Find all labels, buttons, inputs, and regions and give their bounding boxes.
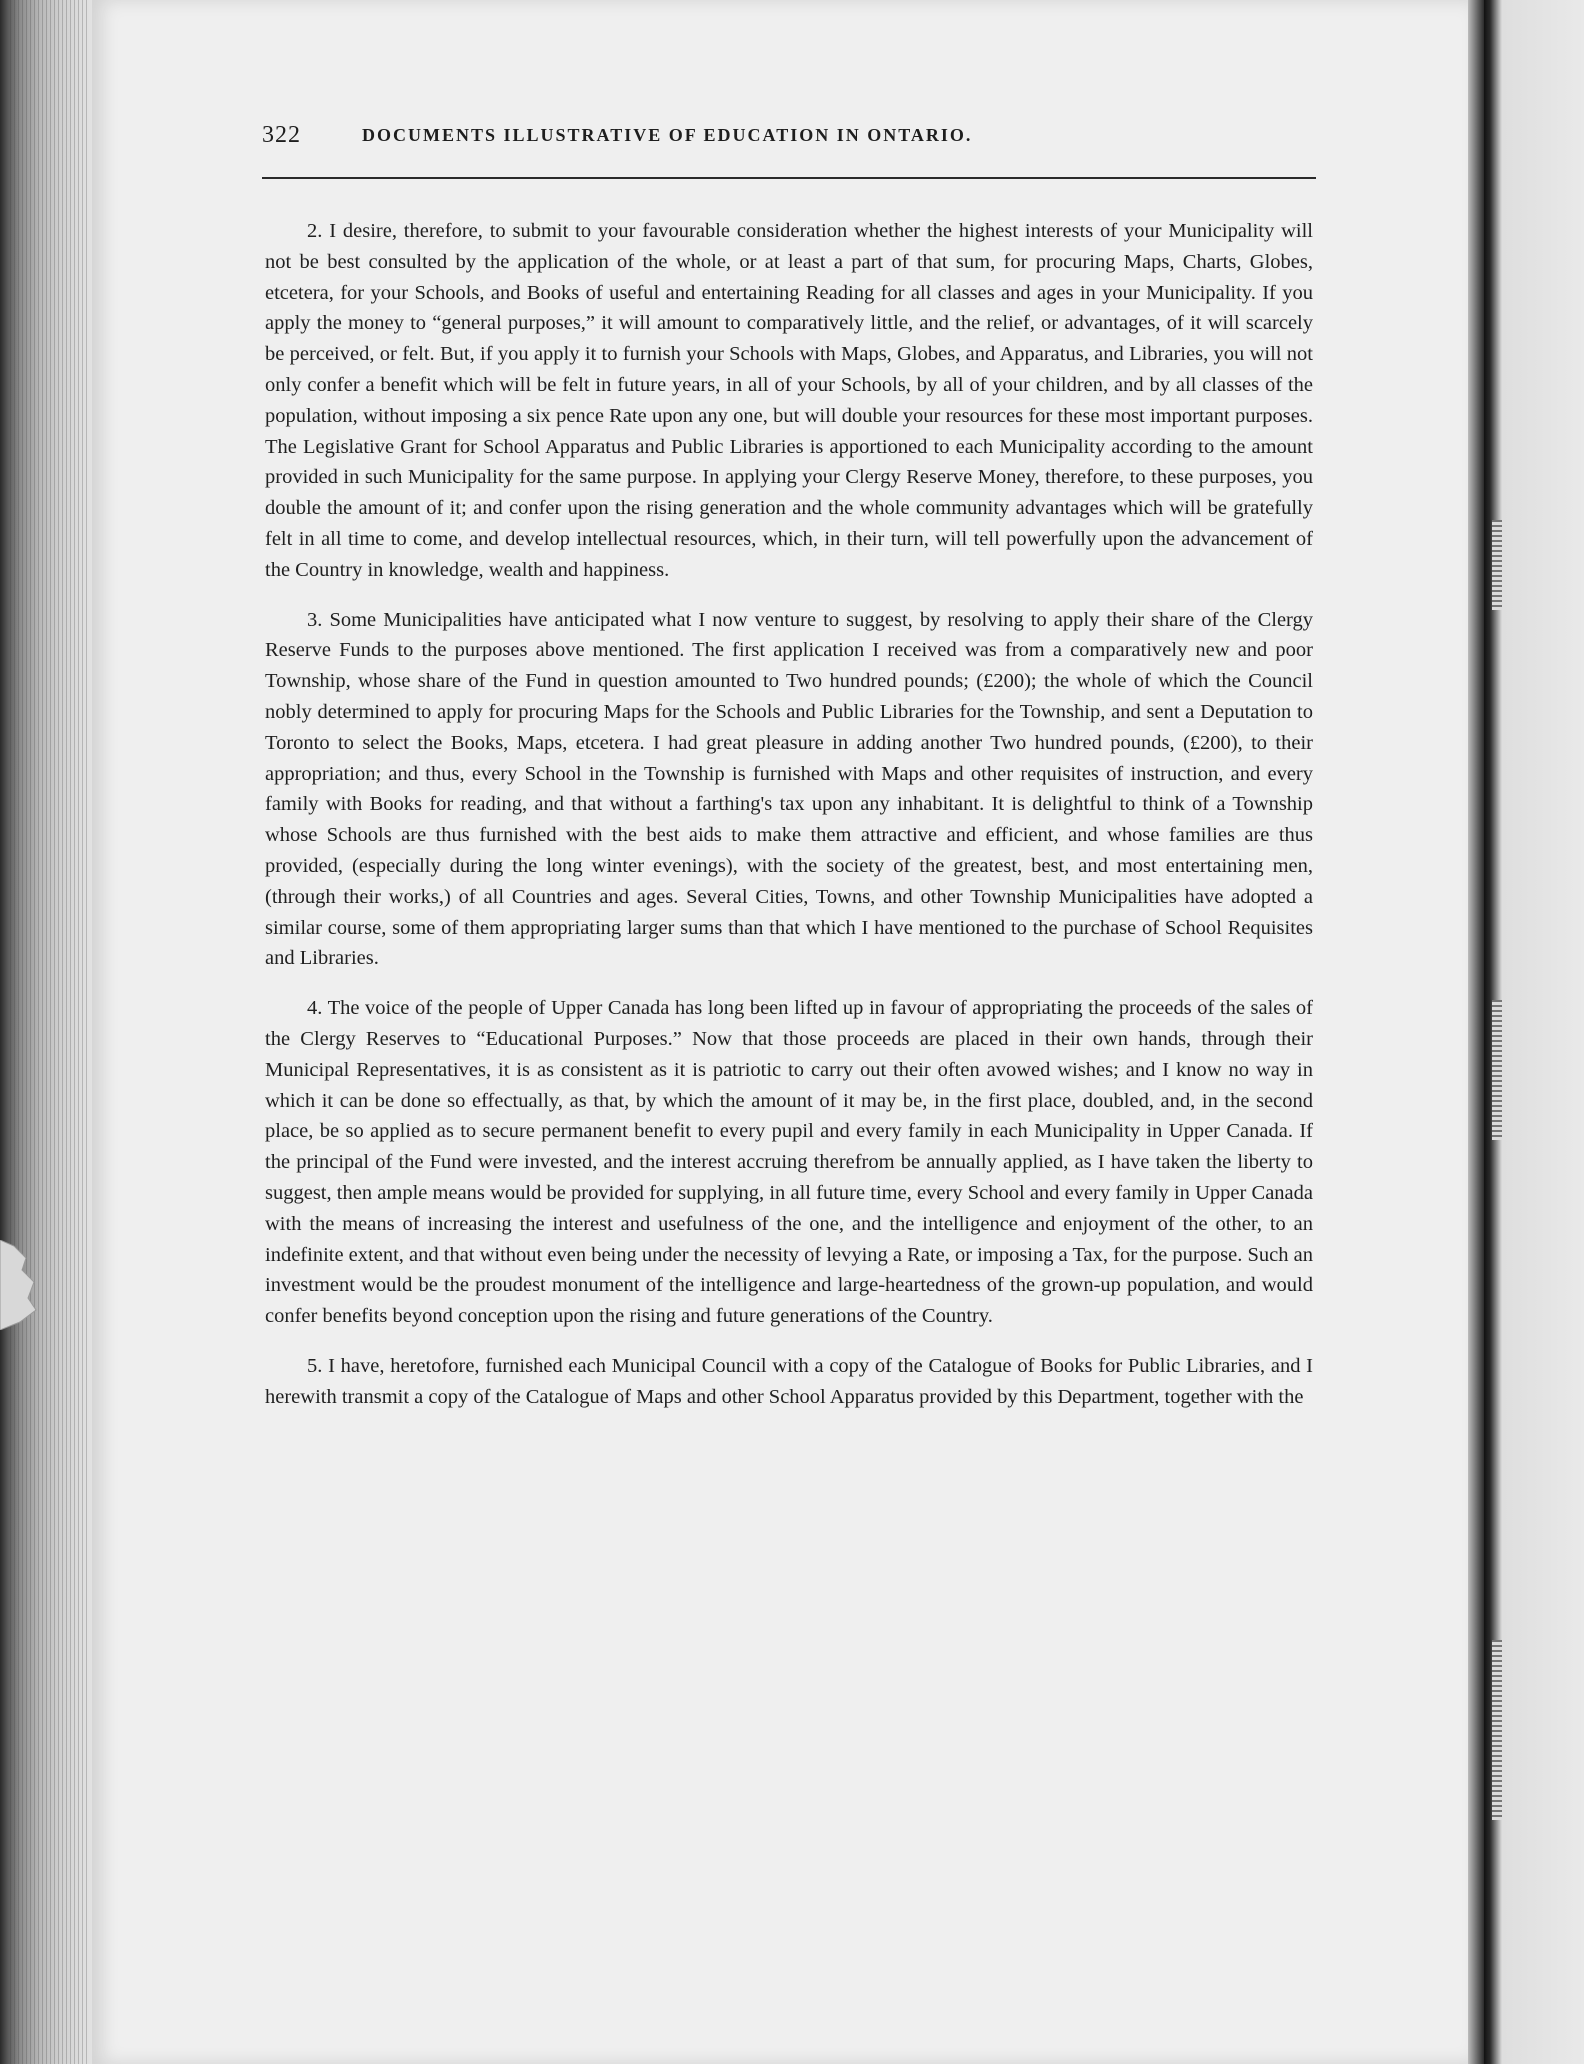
- book-gutter-shadow: [1468, 0, 1484, 2064]
- binding-thread: [1492, 1000, 1502, 1140]
- torn-edge-mark: [0, 1240, 40, 1330]
- paragraph-2: 2. I desire, therefore, to submit to your favourable consideration whether the highest interests of your Municipality will not be best consulted by the application of the whole, or at least a part of that sum, for procuring Maps, Charts, Globes, etcetera, for your Schools, and Books of useful and entertaining Reading for all classes and ages in your Municipality. If you apply the money to “general purposes,” it will amount to comparatively little, and the relief, or advantages, of it will scarcely be perceived, or felt. But, if you apply it to furnish your Schools with Maps, Globes, and Apparatus, and Libraries, you will not only confer a benefit which will be felt in future years, in all of your Schools, by all of your children, and by all classes of the population, without imposing a six pence Rate upon any one, but will double your resources for these most important purposes. The Legislative Grant for School Apparatus and Public Libraries is apportioned to each Municipality according to the amount provided in such Municipality for the same purpose. In applying your Clergy Reserve Money, therefore, to these purposes, you double the amount of it; and confer upon the rising generation and the whole community advantages which will be gratefully felt in all time to come, and develop intellectual resources, which, in their turn, will tell powerfully upon the advancement of the Country in knowledge, wealth and happiness.: [265, 220, 1313, 581]
- header-rule: [262, 177, 1316, 179]
- adjacent-page-edge: [1484, 0, 1584, 2064]
- page-header-title: DOCUMENTS ILLUSTRATIVE OF EDUCATION IN ONTARIO.: [362, 125, 973, 145]
- binding-thread: [1492, 1640, 1502, 1820]
- page-number: 322: [262, 122, 301, 148]
- paragraph-5: 5. I have, heretofore, furnished each Municipal Council with a copy of the Catalogue of Books for Public Libraries, and I herewith transmit a copy of the Catalogue of Maps and other School Apparatus provided by this Department, together with the: [265, 1354, 1313, 1408]
- page-stack-lines: [10, 0, 90, 2064]
- running-head: [262, 122, 1316, 152]
- body-text: [265, 216, 1313, 1431]
- binding-thread: [1492, 520, 1502, 610]
- paragraph-3: 3. Some Municipalities have anticipated what I now venture to suggest, by resolving to apply their share of the Clergy Reserve Funds to the purposes above mentioned. The first application I received was from a comparatively new and poor Township, whose share of the Fund in question amounted to Two hundred pounds; (£200); the whole of which the Council nobly determined to apply for procuring Maps for the Schools and Public Libraries for the Township, and sent a Deputation to Toronto to select the Books, Maps, etcetera. I had great pleasure in adding another Two hundred pounds, (£200), to their appropriation; and thus, every School in the Township is furnished with Maps and other requisites of instruction, and every family with Books for reading, and that without a farthing's tax upon any inhabitant. It is delightful to think of a Township whose Schools are thus furnished with the best aids to make them attractive and efficient, and whose families are thus provided, (especially during the long winter evenings), with the society of the greatest, best, and most entertaining men, (through their works,) of all Countries and ages. Several Cities, Towns, and other Township Municipalities have adopted a similar course, some of them appropriating larger sums than that which I have mentioned to the purchase of School Requisites and Libraries.: [265, 608, 1313, 970]
- book-page-stack-edge: [0, 0, 100, 2064]
- paragraph-4: 4. The voice of the people of Upper Canada has long been lifted up in favour of appropriating the proceeds of the sales of the Clergy Reserves to “Educational Purposes.” Now that those proceeds are placed in their own hands, through their Municipal Representatives, it is as consistent as it is patriotic to carry out their often avowed wishes; and I know no way in which it can be done so effectually, as that, by which the amount of it may be, in the first place, doubled, and, in the second place, be so applied as to secure permanent benefit to every pupil and every family in each Municipality in Upper Canada. If the principal of the Fund were invested, and the interest accruing therefrom be annually applied, as I have taken the liberty to suggest, then ample means would be provided for supplying, in all future time, every School and every family in Upper Canada with the means of increasing the interest and usefulness of the one, and the intelligence and enjoyment of the other, to an indefinite extent, and that without even being under the necessity of levying a Rate, or imposing a Tax, for the purpose. Such an investment would be the proudest monument of the intelligence and large-heartedness of the grown-up population, and would confer benefits beyond conception upon the rising and future generations of the Country.: [265, 997, 1313, 1328]
